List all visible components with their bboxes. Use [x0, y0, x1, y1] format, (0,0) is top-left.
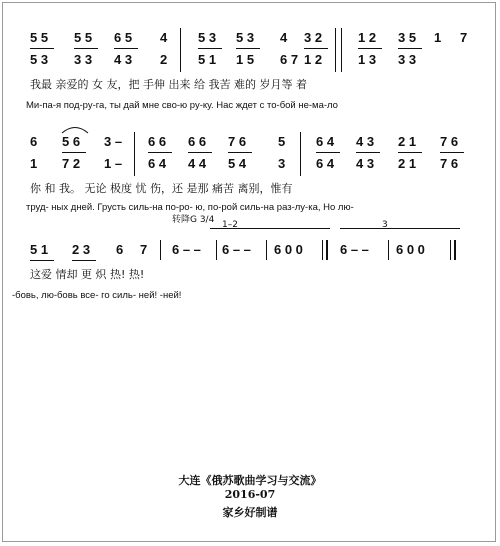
- volta-1-2-label: 1–2: [222, 220, 238, 230]
- s1-upper-5: 5 3: [198, 30, 217, 45]
- s2-lower-2: 7 2: [62, 156, 81, 171]
- beam: [398, 152, 422, 153]
- s1-lower-5: 5 1: [198, 52, 217, 67]
- barline: [134, 132, 135, 176]
- s1-upper-9: 1 2: [358, 30, 377, 45]
- barline: [341, 28, 342, 72]
- s2-lower-11: 7 6: [440, 156, 459, 171]
- beam: [398, 48, 422, 49]
- s1-upper-6: 5 3: [236, 30, 255, 45]
- beam: [72, 260, 96, 261]
- s3-note-6: 6 – –: [222, 242, 251, 257]
- s1-lower-1: 5 3: [30, 52, 49, 67]
- s2-lower-7: 3: [278, 156, 286, 171]
- s3-note-3: 6: [116, 242, 124, 257]
- s2-upper-10: 2 1: [398, 134, 417, 149]
- s3-chinese-lyrics: 这爱 情却 更 炽 热! 热!: [30, 268, 145, 281]
- footer-date: 2016-07: [224, 488, 276, 501]
- s3-note-4: 7: [140, 242, 148, 257]
- s3-note-5: 6 – –: [172, 242, 201, 257]
- s2-chinese-lyrics: 你 和 我。 无论 极度 忧 伤，还 是那 痛苦 离别，惟有: [30, 182, 293, 195]
- s1-lower-6: 1 5: [236, 52, 255, 67]
- repeat-barline: [326, 240, 328, 260]
- beam: [148, 152, 172, 153]
- s3-note-7: 6 0 0: [274, 242, 303, 257]
- s1-upper-3: 6 5: [114, 30, 133, 45]
- modulation-mark: 转降G 3/4: [172, 215, 215, 225]
- s1-upper-7: 4: [280, 30, 288, 45]
- s1-lower-9: 1 3: [358, 52, 377, 67]
- s1-lower-4: 2: [160, 52, 168, 67]
- footer-author: 家乡好制谱: [222, 506, 278, 519]
- s2-lower-10: 2 1: [398, 156, 417, 171]
- s2-lower-1: 1: [30, 156, 38, 171]
- beam: [304, 48, 328, 49]
- beam: [358, 48, 382, 49]
- s1-lower-10: 3 3: [398, 52, 417, 67]
- s2-lower-4: 6 4: [148, 156, 167, 171]
- s2-upper-9: 4 3: [356, 134, 375, 149]
- beam: [30, 48, 54, 49]
- s1-chinese-lyrics: 我最 亲爱的 女 友，把 手伸 出来 给 我苦 难的 岁月等 着: [30, 78, 307, 91]
- barline: [180, 28, 181, 72]
- barline: [300, 132, 301, 176]
- s2-lower-6: 5 4: [228, 156, 247, 171]
- s2-lower-8: 6 4: [316, 156, 335, 171]
- beam: [198, 48, 222, 49]
- s2-upper-7: 5: [278, 134, 286, 149]
- slur-mark: [60, 124, 90, 134]
- s1-upper-1: 5 5: [30, 30, 49, 45]
- beam: [228, 152, 252, 153]
- s1-lower-8: 1 2: [304, 52, 323, 67]
- barline: [266, 240, 267, 260]
- s2-upper-3: 3 –: [104, 134, 123, 149]
- s1-russian-lyrics: Ми-па-я под-ру-га, ты дай мне сво-ю ру-ку. Нас ждет с то-бой не-ма-ло: [26, 100, 338, 111]
- s2-upper-8: 6 4: [316, 134, 335, 149]
- beam: [62, 152, 86, 153]
- s2-upper-2: 5 6: [62, 134, 81, 149]
- beam: [188, 152, 212, 153]
- barline: [335, 28, 336, 72]
- volta-3-label: 3: [382, 220, 388, 230]
- beam: [74, 48, 98, 49]
- repeat-barline: [322, 240, 323, 260]
- s1-upper-8: 3 2: [304, 30, 323, 45]
- final-barline: [454, 240, 456, 260]
- s2-lower-5: 4 4: [188, 156, 207, 171]
- beam: [356, 152, 380, 153]
- footer-source: 大连《俄苏歌曲学习与交流》: [178, 474, 322, 487]
- s2-upper-5: 6 6: [188, 134, 207, 149]
- s1-lower-7: 6 7: [280, 52, 299, 67]
- s1-upper-2: 5 5: [74, 30, 93, 45]
- s3-note-1: 5 1: [30, 242, 49, 257]
- barline: [388, 240, 389, 260]
- s2-lower-9: 4 3: [356, 156, 375, 171]
- barline: [216, 240, 217, 260]
- final-barline: [450, 240, 451, 260]
- s2-russian-lyrics: труд- ных дней. Грусть силь-на по-ро- ю, по-рой силь-на раз-лу-ка, Но лю-: [26, 202, 354, 213]
- beam: [236, 48, 260, 49]
- s3-note-9: 6 0 0: [396, 242, 425, 257]
- s1-upper-12: 7: [460, 30, 468, 45]
- s3-russian-lyrics: -бовь, лю-бовь все- го силь- ней! -ней!: [12, 290, 182, 301]
- s1-upper-4: 4: [160, 30, 168, 45]
- s2-upper-6: 7 6: [228, 134, 247, 149]
- s1-lower-3: 4 3: [114, 52, 133, 67]
- beam: [114, 48, 138, 49]
- volta-bracket: [340, 228, 460, 229]
- s1-lower-2: 3 3: [74, 52, 93, 67]
- s2-upper-11: 7 6: [440, 134, 459, 149]
- beam: [440, 152, 464, 153]
- s2-upper-1: 6: [30, 134, 38, 149]
- s2-upper-4: 6 6: [148, 134, 167, 149]
- s1-upper-11: 1: [434, 30, 442, 45]
- s2-lower-3: 1 –: [104, 156, 123, 171]
- barline: [160, 240, 161, 260]
- s3-note-2: 2 3: [72, 242, 91, 257]
- beam: [316, 152, 340, 153]
- s1-upper-10: 3 5: [398, 30, 417, 45]
- s3-note-8: 6 – –: [340, 242, 369, 257]
- beam: [30, 260, 54, 261]
